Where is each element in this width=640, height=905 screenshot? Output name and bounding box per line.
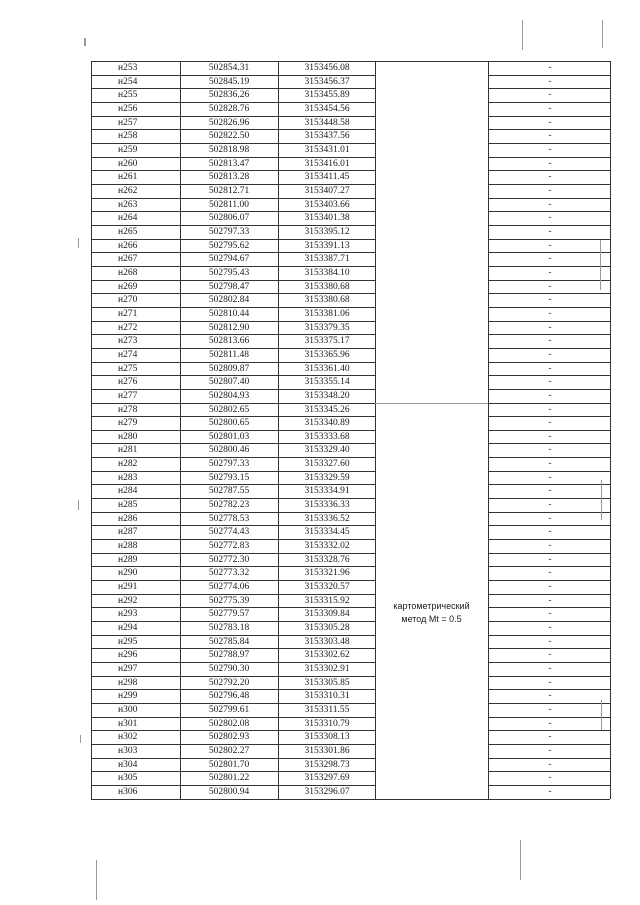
table-row: [0, 212, 640, 225]
value-cell: -: [548, 294, 552, 306]
scan-mark: [520, 840, 521, 880]
point-id-cell: н267: [118, 254, 138, 265]
point-id-cell: н285: [118, 500, 138, 511]
value-cell: -: [548, 785, 552, 797]
method-note-line2: метод Mt = 0.5: [401, 614, 462, 624]
table-row: [0, 76, 640, 89]
value-cell: -: [548, 348, 552, 360]
coord-x-cell: 502772.83: [208, 541, 250, 552]
point-id-cell: н299: [118, 691, 138, 702]
coord-x-cell: 502822.50: [208, 131, 250, 142]
point-id-cell: н300: [118, 705, 138, 716]
table-row: [0, 390, 640, 403]
value-cell: -: [548, 157, 552, 169]
coord-x-cell: 502788.97: [208, 650, 250, 661]
table-row: [0, 267, 640, 280]
coord-x-cell: 502782.23: [208, 500, 250, 511]
scan-mark: [96, 860, 97, 900]
point-id-cell: н296: [118, 650, 138, 661]
coord-y-cell: 3153302.91: [304, 664, 350, 675]
coord-y-cell: 3153431.01: [304, 144, 350, 155]
coord-x-cell: 502798.47: [208, 281, 250, 292]
coord-y-cell: 3153345.26: [304, 404, 350, 415]
coord-y-cell: 3153361.40: [304, 363, 350, 374]
value-cell: -: [548, 717, 552, 729]
coord-y-cell: 3153336.33: [304, 500, 350, 511]
point-id-cell: н256: [118, 103, 138, 114]
table-row: [0, 595, 640, 608]
value-cell: -: [548, 745, 552, 756]
table-row: [0, 608, 640, 621]
coord-x-cell: 502813.28: [208, 172, 250, 183]
coord-y-cell: 3153311.55: [304, 705, 350, 716]
table-row: [0, 89, 640, 102]
scan-mark: [78, 500, 79, 510]
coord-y-cell: 3153321.96: [304, 568, 350, 579]
table-row: [0, 376, 640, 389]
table-row: [0, 253, 640, 266]
point-id-cell: н302: [118, 732, 138, 743]
point-id-cell: н295: [118, 636, 138, 647]
point-id-cell: н259: [118, 144, 138, 155]
point-id-cell: н293: [118, 609, 138, 620]
point-id-cell: н290: [118, 568, 138, 579]
coord-x-cell: 502793.15: [208, 472, 250, 483]
coord-x-cell: 502796.48: [208, 691, 250, 702]
value-cell: -: [548, 458, 552, 470]
table-row: [0, 622, 640, 635]
value-cell: -: [548, 362, 552, 374]
coord-x-cell: 502775.39: [208, 595, 250, 606]
table-row: [0, 772, 640, 785]
point-id-cell: н306: [118, 786, 138, 797]
value-cell: -: [548, 512, 552, 524]
value-cell: -: [548, 622, 552, 634]
coord-y-cell: 3153448.58: [304, 117, 350, 128]
coord-x-cell: 502787.55: [208, 486, 250, 497]
point-id-cell: н284: [118, 486, 138, 497]
table-row: [0, 185, 640, 198]
coord-x-cell: 502809.87: [208, 363, 250, 374]
point-id-cell: н265: [118, 226, 138, 237]
value-cell: -: [548, 62, 552, 73]
table-row: [0, 786, 640, 799]
point-id-cell: н268: [118, 267, 138, 278]
coord-y-cell: 3153384.10: [304, 267, 350, 278]
scan-mark: [80, 735, 81, 743]
value-cell: -: [548, 335, 552, 347]
point-id-cell: н291: [118, 582, 138, 593]
table-row: [0, 117, 640, 130]
table-row: [0, 485, 640, 498]
value-cell: -: [548, 417, 552, 429]
coord-x-cell: 502812.90: [208, 322, 250, 333]
coord-x-cell: 502826.96: [208, 117, 250, 128]
point-id-cell: н292: [118, 595, 138, 606]
coord-x-cell: 502799.61: [208, 705, 250, 716]
point-id-cell: н289: [118, 554, 138, 565]
table-row: [0, 472, 640, 485]
coord-y-cell: 3153380.68: [304, 281, 350, 292]
scan-mark: [601, 480, 602, 520]
coord-y-cell: 3153379.35: [304, 322, 350, 333]
table-hline: [91, 799, 375, 800]
point-id-cell: н271: [118, 308, 138, 319]
coord-y-cell: 3153333.68: [304, 431, 350, 442]
point-id-cell: н280: [118, 431, 138, 442]
point-id-cell: н278: [118, 404, 138, 415]
coord-y-cell: 3153416.01: [304, 158, 350, 169]
coord-x-cell: 502800.94: [208, 786, 250, 797]
coord-x-cell: 502800.65: [208, 418, 250, 429]
table-row: [0, 526, 640, 539]
value-cell: -: [548, 171, 552, 183]
value-cell: -: [548, 649, 552, 661]
method-note-line1: картометрический: [393, 601, 470, 611]
coord-x-cell: 502774.43: [208, 527, 250, 538]
value-cell: -: [548, 663, 552, 675]
table-row: [0, 704, 640, 717]
value-cell: -: [548, 444, 552, 456]
table-row: [0, 663, 640, 676]
value-cell: -: [548, 389, 552, 401]
value-cell: -: [548, 280, 552, 292]
coord-x-cell: 502811.48: [208, 349, 250, 360]
value-cell: -: [548, 253, 552, 265]
coord-x-cell: 502812.71: [208, 185, 250, 196]
value-cell: -: [548, 184, 552, 196]
table-hline: [375, 403, 488, 404]
table-row: [0, 103, 640, 116]
value-cell: -: [548, 403, 552, 415]
value-cell: -: [548, 581, 552, 593]
point-id-cell: н269: [118, 281, 138, 292]
coord-y-cell: 3153297.69: [304, 773, 350, 784]
coord-y-cell: 3153355.14: [304, 377, 350, 388]
point-id-cell: н273: [118, 336, 138, 347]
point-id-cell: н286: [118, 513, 138, 524]
table-row: [0, 130, 640, 143]
table-row: [0, 745, 640, 758]
coord-y-cell: 3153365.96: [304, 349, 350, 360]
table-row: [0, 158, 640, 171]
table-row: [0, 444, 640, 457]
table-row: [0, 731, 640, 744]
table-row: [0, 540, 640, 553]
table-row: [0, 554, 640, 567]
value-cell: -: [548, 130, 552, 142]
table-row: [0, 513, 640, 526]
coord-x-cell: 502813.66: [208, 336, 250, 347]
coord-x-cell: 502773.32: [208, 568, 250, 579]
coord-x-cell: 502807.40: [208, 377, 250, 388]
value-cell: -: [548, 307, 552, 319]
value-cell: -: [548, 567, 552, 579]
coord-y-cell: 3153334.45: [304, 527, 350, 538]
value-cell: -: [548, 471, 552, 483]
coord-y-cell: 3153298.73: [304, 759, 350, 770]
coord-y-cell: 3153305.28: [304, 623, 350, 634]
coord-x-cell: 502800.46: [208, 445, 250, 456]
coord-y-cell: 3153348.20: [304, 390, 350, 401]
table-row: [0, 322, 640, 335]
table-row: [0, 677, 640, 690]
coord-y-cell: 3153320.57: [304, 582, 350, 593]
coord-x-cell: 502779.57: [208, 609, 250, 620]
value-cell: -: [548, 239, 552, 251]
coord-y-cell: 3153305.85: [304, 677, 350, 688]
point-id-cell: н258: [118, 131, 138, 142]
point-id-cell: н254: [118, 76, 138, 87]
coord-x-cell: 502813.47: [208, 158, 250, 169]
coord-y-cell: 3153437.56: [304, 131, 350, 142]
table-row: [0, 240, 640, 253]
table-row: [0, 335, 640, 348]
value-cell: -: [548, 116, 552, 128]
coord-y-cell: 3153395.12: [304, 226, 350, 237]
coord-y-cell: 3153407.27: [304, 185, 350, 196]
value-cell: -: [548, 143, 552, 155]
table-row: [0, 759, 640, 772]
coord-x-cell: 502795.62: [208, 240, 250, 251]
coord-x-cell: 502783.18: [208, 623, 250, 634]
coord-y-cell: 3153391.13: [304, 240, 350, 251]
coord-x-cell: 502801.22: [208, 773, 250, 784]
table-row: [0, 294, 640, 307]
table-row: [0, 636, 640, 649]
point-id-cell: н272: [118, 322, 138, 333]
coord-x-cell: 502802.65: [208, 404, 250, 415]
table-row: [0, 581, 640, 594]
coord-x-cell: 502772.30: [208, 554, 250, 565]
table-row: [0, 226, 640, 239]
coord-x-cell: 502778.53: [208, 513, 250, 524]
coord-y-cell: 3153336.52: [304, 513, 350, 524]
coord-y-cell: 3153301.86: [304, 746, 350, 756]
coord-x-cell: 502801.03: [208, 431, 250, 442]
coord-x-cell: 502790.30: [208, 664, 250, 675]
scan-mark: [84, 38, 86, 46]
value-cell: -: [548, 758, 552, 770]
table-row: [0, 458, 640, 471]
coord-x-cell: 502804.93: [208, 390, 250, 401]
coord-y-cell: 3153334.91: [304, 486, 350, 497]
coord-x-cell: 502845.19: [208, 76, 250, 87]
coord-x-cell: 502774.06: [208, 582, 250, 593]
coord-y-cell: 3153454.56: [304, 103, 350, 114]
value-cell: -: [548, 608, 552, 620]
table-row: [0, 349, 640, 362]
value-cell: -: [548, 321, 552, 333]
coord-x-cell: 502811.00: [208, 199, 250, 210]
coord-y-cell: 3153375.17: [304, 336, 350, 347]
table-row: [0, 404, 640, 417]
coord-y-cell: 3153403.66: [304, 199, 350, 210]
point-id-cell: н257: [118, 117, 138, 128]
scan-mark: [600, 240, 601, 290]
table-row: [0, 281, 640, 294]
coord-x-cell: 502836.26: [208, 90, 250, 101]
coord-y-cell: 3153411.45: [304, 172, 350, 183]
coord-x-cell: 502792.20: [208, 677, 250, 688]
value-cell: -: [548, 499, 552, 511]
coord-y-cell: 3153310.79: [304, 718, 350, 729]
table-row: [0, 363, 640, 376]
value-cell: -: [548, 540, 552, 552]
coord-y-cell: 3153455.89: [304, 90, 350, 101]
coord-x-cell: 502795.43: [208, 267, 250, 278]
table-row: [0, 144, 640, 157]
coord-x-cell: 502801.70: [208, 759, 250, 770]
coord-x-cell: 502810.44: [208, 308, 250, 319]
point-id-cell: н275: [118, 363, 138, 374]
value-cell: -: [548, 102, 552, 114]
point-id-cell: н279: [118, 418, 138, 429]
point-id-cell: н288: [118, 541, 138, 552]
value-cell: -: [548, 731, 552, 743]
coord-y-cell: 3153380.68: [304, 295, 350, 306]
point-id-cell: н262: [118, 185, 138, 196]
coord-y-cell: 3153315.92: [304, 595, 350, 606]
table-hline: [375, 799, 488, 800]
table-row: [0, 649, 640, 662]
value-cell: -: [548, 89, 552, 101]
point-id-cell: н270: [118, 295, 138, 306]
coord-x-cell: 502802.08: [208, 718, 250, 729]
coord-y-cell: 3153332.02: [304, 541, 350, 552]
coord-x-cell: 502797.33: [208, 459, 250, 470]
point-id-cell: н274: [118, 349, 138, 360]
point-id-cell: н305: [118, 773, 138, 784]
coord-x-cell: 502806.07: [208, 213, 250, 224]
value-cell: -: [548, 594, 552, 606]
table-row: [0, 690, 640, 703]
coord-x-cell: 502794.67: [208, 254, 250, 265]
coord-x-cell: 502802.84: [208, 295, 250, 306]
coord-y-cell: 3153327.60: [304, 459, 350, 470]
table-row: [0, 499, 640, 512]
table-row: [0, 718, 640, 731]
coord-y-cell: 3153309.84: [304, 609, 350, 620]
coord-y-cell: 3153329.40: [304, 445, 350, 456]
table-row: [0, 199, 640, 212]
coord-y-cell: 3153302.62: [304, 650, 350, 661]
point-id-cell: н261: [118, 172, 138, 183]
scan-mark: [522, 20, 523, 50]
coord-x-cell: 502797.33: [208, 226, 250, 237]
value-cell: -: [548, 704, 552, 716]
table-row: [0, 431, 640, 444]
point-id-cell: н283: [118, 472, 138, 483]
value-cell: -: [548, 376, 552, 388]
coord-y-cell: 3153310.31: [304, 691, 350, 702]
coord-x-cell: 502802.93: [208, 732, 250, 743]
coord-y-cell: 3153401.38: [304, 213, 350, 224]
point-id-cell: н281: [118, 445, 138, 456]
table-row: [0, 171, 640, 184]
point-id-cell: н282: [118, 459, 138, 470]
point-id-cell: н294: [118, 623, 138, 634]
point-id-cell: н301: [118, 718, 138, 729]
value-cell: -: [548, 212, 552, 224]
coord-y-cell: 3153381.06: [304, 308, 350, 319]
value-cell: -: [548, 553, 552, 565]
value-cell: -: [548, 75, 552, 87]
table-hline: [91, 61, 610, 62]
coord-y-cell: 3153340.89: [304, 418, 350, 429]
coord-y-cell: 3153296.07: [304, 786, 350, 797]
coord-y-cell: 3153303.48: [304, 636, 350, 647]
point-id-cell: н276: [118, 377, 138, 388]
point-id-cell: н287: [118, 527, 138, 538]
table-row: [0, 567, 640, 580]
table-row: [0, 308, 640, 321]
point-id-cell: н264: [118, 213, 138, 224]
coord-y-cell: 3153456.37: [304, 76, 350, 87]
table-row: [0, 62, 640, 75]
value-cell: -: [548, 430, 552, 442]
coord-y-cell: 3153329.59: [304, 472, 350, 483]
coord-x-cell: 502785.84: [208, 636, 250, 647]
point-id-cell: н277: [118, 390, 138, 401]
point-id-cell: н304: [118, 759, 138, 770]
scan-mark: [78, 238, 79, 248]
value-cell: -: [548, 198, 552, 210]
coord-x-cell: 502828.76: [208, 103, 250, 114]
value-cell: -: [548, 485, 552, 497]
point-id-cell: н253: [118, 63, 138, 73]
value-cell: -: [548, 266, 552, 278]
point-id-cell: н263: [118, 199, 138, 210]
value-cell: -: [548, 690, 552, 702]
coord-y-cell: 3153387.71: [304, 254, 350, 265]
point-id-cell: н303: [118, 746, 138, 756]
value-cell: -: [548, 772, 552, 784]
table-row: [0, 417, 640, 430]
point-id-cell: н266: [118, 240, 138, 251]
value-cell: -: [548, 635, 552, 647]
coord-y-cell: 3153456.08: [304, 63, 350, 73]
coord-y-cell: 3153308.13: [304, 732, 350, 743]
scan-mark: [602, 20, 603, 48]
point-id-cell: н297: [118, 664, 138, 675]
coord-x-cell: 502802.27: [208, 746, 250, 756]
table-hline: [488, 799, 610, 800]
scan-mark: [601, 700, 602, 730]
point-id-cell: н298: [118, 677, 138, 688]
coord-x-cell: 502818.98: [208, 144, 250, 155]
coord-x-cell: 502854.31: [208, 63, 250, 73]
coord-y-cell: 3153328.76: [304, 554, 350, 565]
value-cell: -: [548, 526, 552, 538]
value-cell: -: [548, 676, 552, 688]
point-id-cell: н260: [118, 158, 138, 169]
value-cell: -: [548, 225, 552, 237]
point-id-cell: н255: [118, 90, 138, 101]
